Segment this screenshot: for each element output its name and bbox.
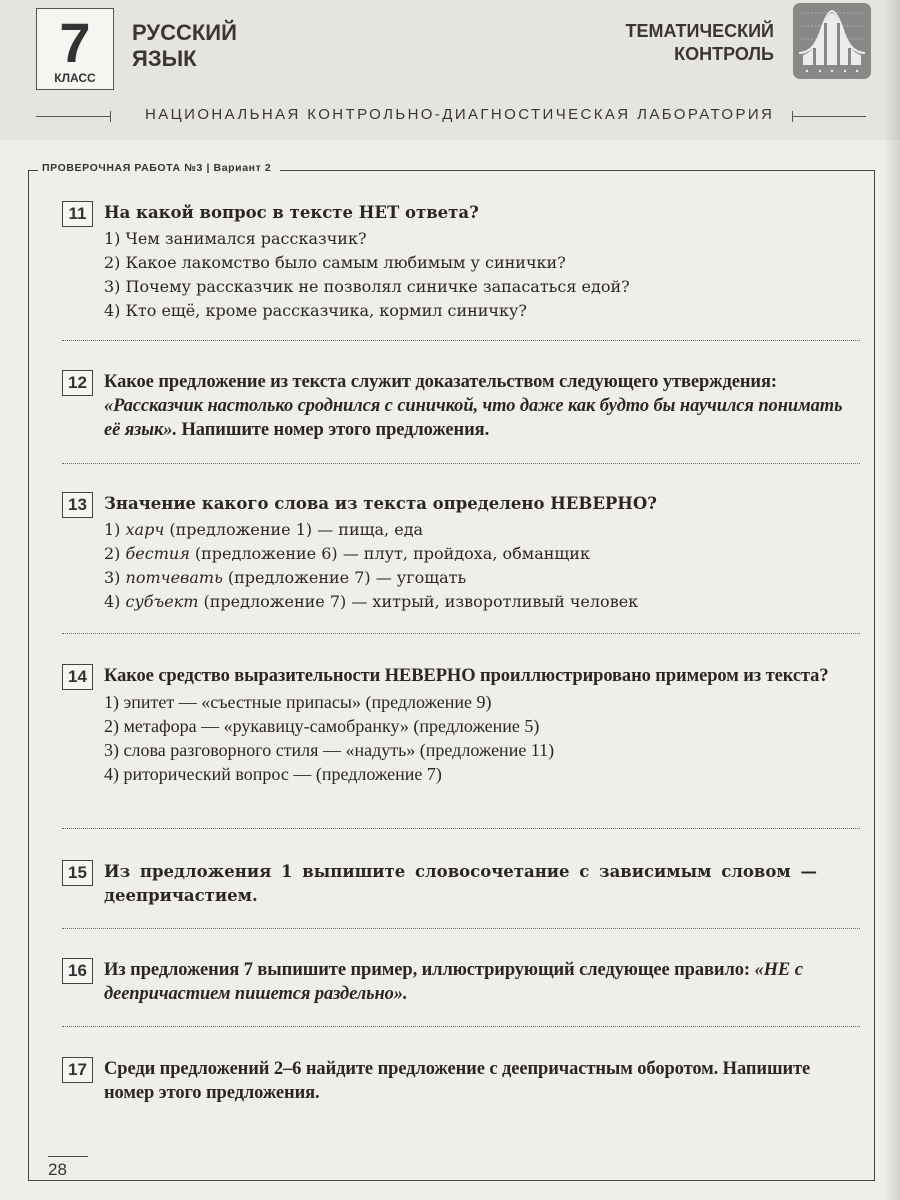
control-line-1: ТЕМАТИЧЕСКИЙ: [625, 21, 774, 41]
answer-line-15[interactable]: [62, 928, 860, 929]
option-definition: (предложение 6) — плут, пройдоха, обманщик: [194, 544, 590, 563]
subject-title: [132, 20, 237, 72]
answer-line-13[interactable]: [62, 633, 860, 634]
question-text: Из предложения 7 выпишите пример, иллюстрирующий следующее правило:: [104, 960, 750, 980]
option-1[interactable]: 1) Чем занимался рассказчик?: [104, 229, 367, 248]
question-text: Какое предложение из текста служит доказательством следующего утверждения:: [104, 372, 777, 392]
task-13: [62, 492, 862, 614]
task-17: [62, 1057, 862, 1105]
option-2[interactable]: 2) Какое лакомство было самым любимым у синички?: [104, 253, 566, 272]
task-question: Какое средство выразительности НЕВЕРНО проиллюстрировано примером из текста?: [104, 666, 829, 686]
option-number: 3): [104, 568, 121, 587]
page-edge-shadow: [884, 0, 900, 1200]
control-line-2: КОНТРОЛЬ: [674, 44, 774, 64]
option-definition: (предложение 1) — пища, еда: [169, 520, 424, 539]
option-3[interactable]: 3) Почему рассказчик не позволял синичке запасаться едой?: [104, 277, 630, 296]
question-instruction: Напишите номер этого предложения.: [181, 420, 490, 440]
grade-label: КЛАСС: [54, 71, 96, 85]
task-number: 12: [62, 370, 93, 396]
task-question: Среди предложений 2–6 найдите предложение с деепричастным оборотом. Напишите номер этого предложения.: [104, 1059, 811, 1103]
bell-curve-chart-icon: [793, 3, 871, 79]
laboratory-title: НАЦИОНАЛЬНАЯ КОНТРОЛЬНО-ДИАГНОСТИЧЕСКАЯ ЛАБОРАТОРИЯ: [145, 106, 775, 123]
answer-options: [104, 518, 862, 614]
task-number: 13: [62, 492, 93, 518]
option-2[interactable]: [104, 542, 862, 566]
option-number: 4): [104, 592, 121, 611]
task-14: [62, 664, 862, 786]
option-word: харч: [125, 520, 165, 539]
divider-right: [792, 116, 866, 117]
page-number-rule: [48, 1156, 88, 1157]
question-quote: «НЕ с деепричастием пишется раздельно».: [104, 960, 803, 1004]
task-question: [104, 958, 862, 1006]
option-number: 2): [104, 544, 121, 563]
task-question: Из предложения 1 выпишите словосочетание с зависимым словом — деепричастием.: [104, 862, 817, 905]
option-word: потчевать: [125, 568, 223, 587]
option-definition: (предложение 7) — хитрый, изворотливый человек: [203, 592, 639, 611]
task-question: [104, 370, 862, 442]
option-4[interactable]: 4) Кто ещё, кроме рассказчика, кормил синичку?: [104, 301, 527, 320]
control-type-title: [625, 20, 774, 66]
task-number: 11: [62, 201, 93, 227]
task-number: 17: [62, 1057, 93, 1083]
option-4[interactable]: [104, 590, 862, 614]
answer-options: [104, 227, 862, 323]
task-number: 15: [62, 860, 93, 886]
option-3[interactable]: 3) слова разговорного стиля — «надуть» (предложение 11): [104, 740, 555, 760]
option-number: 1): [104, 520, 121, 539]
subject-line-2: ЯЗЫК: [132, 46, 197, 71]
option-3[interactable]: [104, 566, 862, 590]
answer-line-11[interactable]: [62, 340, 860, 341]
task-11: [62, 201, 862, 323]
work-title: ПРОВЕРОЧНАЯ РАБОТА №3 | Вариант 2: [38, 162, 275, 174]
answer-line-14[interactable]: [62, 828, 860, 829]
task-15: [62, 860, 862, 908]
divider-left: [36, 116, 110, 117]
option-1[interactable]: 1) эпитет — «съестные припасы» (предложение 9): [104, 692, 492, 712]
option-definition: (предложение 7) — угощать: [227, 568, 467, 587]
task-question: На какой вопрос в тексте НЕТ ответа?: [104, 203, 479, 222]
answer-options: [104, 690, 862, 786]
answer-line-12[interactable]: [62, 463, 860, 464]
option-word: субъект: [125, 592, 199, 611]
grade-number: 7: [59, 11, 91, 74]
option-2[interactable]: 2) метафора — «рукавицу-самобранку» (предложение 5): [104, 716, 540, 736]
option-1[interactable]: [104, 518, 862, 542]
task-number: 14: [62, 664, 93, 690]
subject-line-1: РУССКИЙ: [132, 20, 237, 45]
task-number: 16: [62, 958, 93, 984]
task-16: [62, 958, 862, 1006]
answer-line-16[interactable]: [62, 1026, 860, 1027]
option-word: бестия: [125, 544, 190, 563]
task-12: [62, 370, 862, 442]
question-quote: «Рассказчик настолько сроднился с синичкой, что даже как будто бы научился понимать её язык».: [104, 396, 843, 440]
divider-tick-left: [110, 111, 111, 122]
grade-badge: [36, 8, 114, 90]
option-4[interactable]: 4) риторический вопрос — (предложение 7): [104, 764, 442, 784]
task-question: Значение какого слова из текста определено НЕВЕРНО?: [104, 494, 657, 513]
page-number: 28: [48, 1160, 67, 1179]
